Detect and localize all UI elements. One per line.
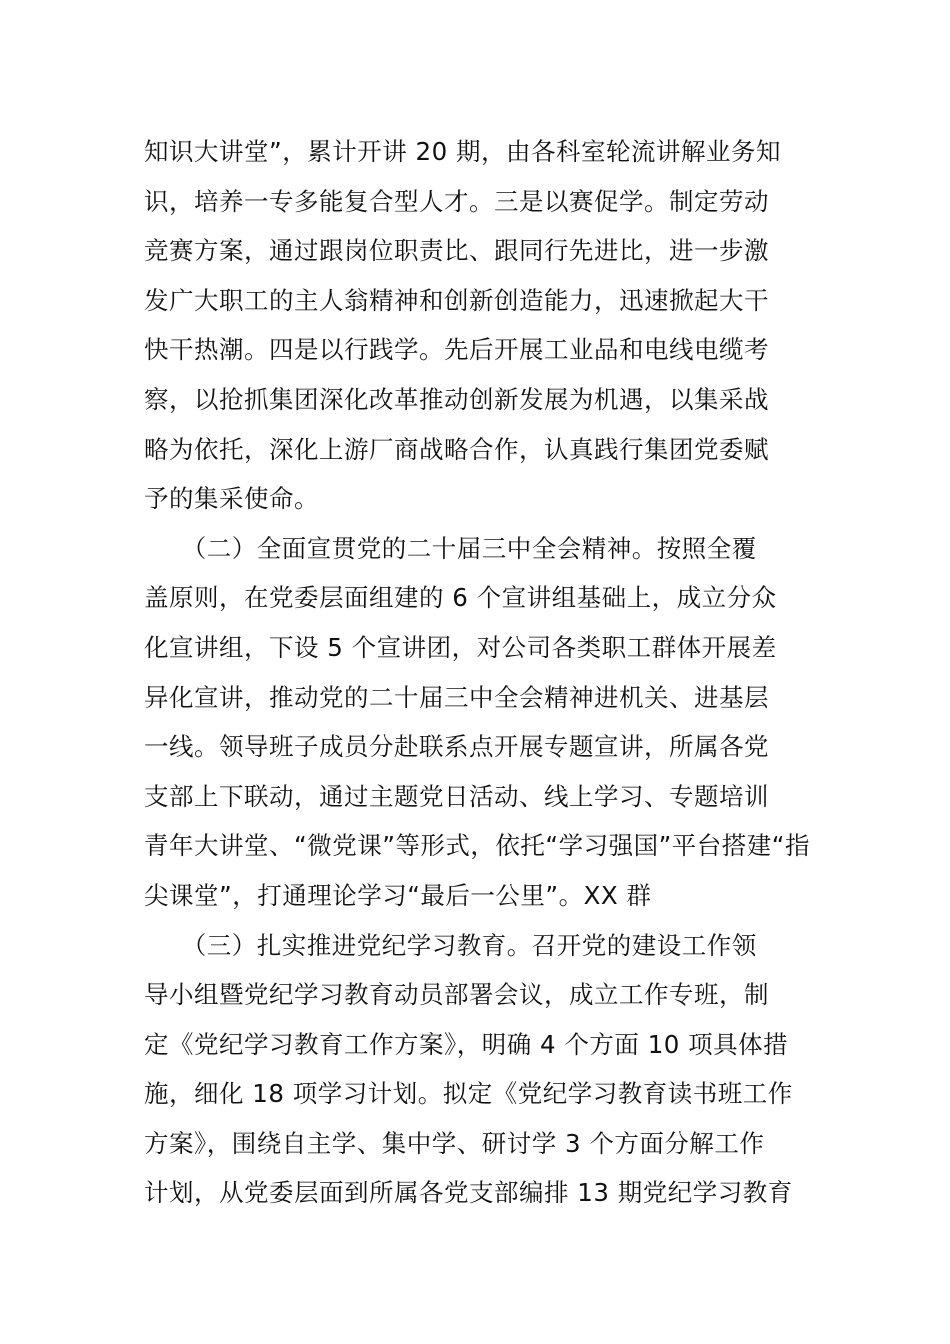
- text-line: （二）全面宣贯党的二十届三中全会精神。按照全覆: [144, 533, 757, 563]
- paragraph-3: [144, 921, 808, 1219]
- text-line: 略为依托，深化上游厂商战略合作，认真践行集团党委赋: [144, 434, 769, 464]
- text-line: 尖课堂”，打通理论学习“最后一公里”。XX 群: [144, 880, 652, 910]
- text-line: 异化宣讲，推动党的二十届三中全会精神进机关、进基层: [144, 682, 769, 712]
- text-line: 察，以抢抓集团深化改革推动创新发展为机遇，以集采战: [144, 384, 769, 414]
- text-line: 竞赛方案，通过跟岗位职责比、跟同行先进比，进一步激: [144, 236, 769, 266]
- text-line: 导小组暨党纪学习教育动员部署会议，成立工作专班，制: [144, 980, 769, 1010]
- body-text: [144, 127, 808, 1218]
- text-line: 发广大职工的主人翁精神和创新创造能力，迅速掀起大干: [144, 285, 769, 315]
- text-line: 计划，从党委层面到所属各党支部编排 13 期党纪学习教育: [144, 1178, 793, 1208]
- text-line: 盖原则，在党委层面组建的 6 个宣讲组基础上，成立分众: [144, 583, 777, 613]
- text-line: 知识大讲堂”，累计开讲 20 期，由各科室轮流讲解业务知: [144, 137, 781, 166]
- text-line: 方案》，围绕自主学、集中学、研讨学 3 个方面分解工作: [144, 1128, 765, 1158]
- text-line: 支部上下联动，通过主题党日活动、线上学习、专题培训: [144, 781, 769, 811]
- text-line: 定《党纪学习教育工作方案》，明确 4 个方面 10 项具体措: [144, 1029, 789, 1059]
- paragraph-1: [144, 127, 808, 524]
- text-line: 一线。领导班子成员分赴联系点开展专题宣讲，所属各党: [144, 732, 769, 762]
- text-line: 青年大讲堂、“微党课”等形式，依托“学习强国”平台搭建“指: [144, 831, 810, 861]
- text-line: 予的集采使命。: [144, 484, 319, 514]
- paragraph-2: [144, 524, 808, 921]
- text-line: 识，培养一专多能复合型人才。三是以赛促学。制定劳动: [144, 186, 769, 216]
- text-line: 快干热潮。四是以行践学。先后开展工业品和电线电缆考: [144, 335, 769, 365]
- text-line: 化宣讲组，下设 5 个宣讲团，对公司各类职工群体开展差: [144, 632, 777, 662]
- text-line: 施，细化 18 项学习计划。拟定《党纪学习教育读书班工作: [144, 1079, 793, 1109]
- text-line: （三）扎实推进党纪学习教育。召开党的建设工作领: [144, 930, 757, 960]
